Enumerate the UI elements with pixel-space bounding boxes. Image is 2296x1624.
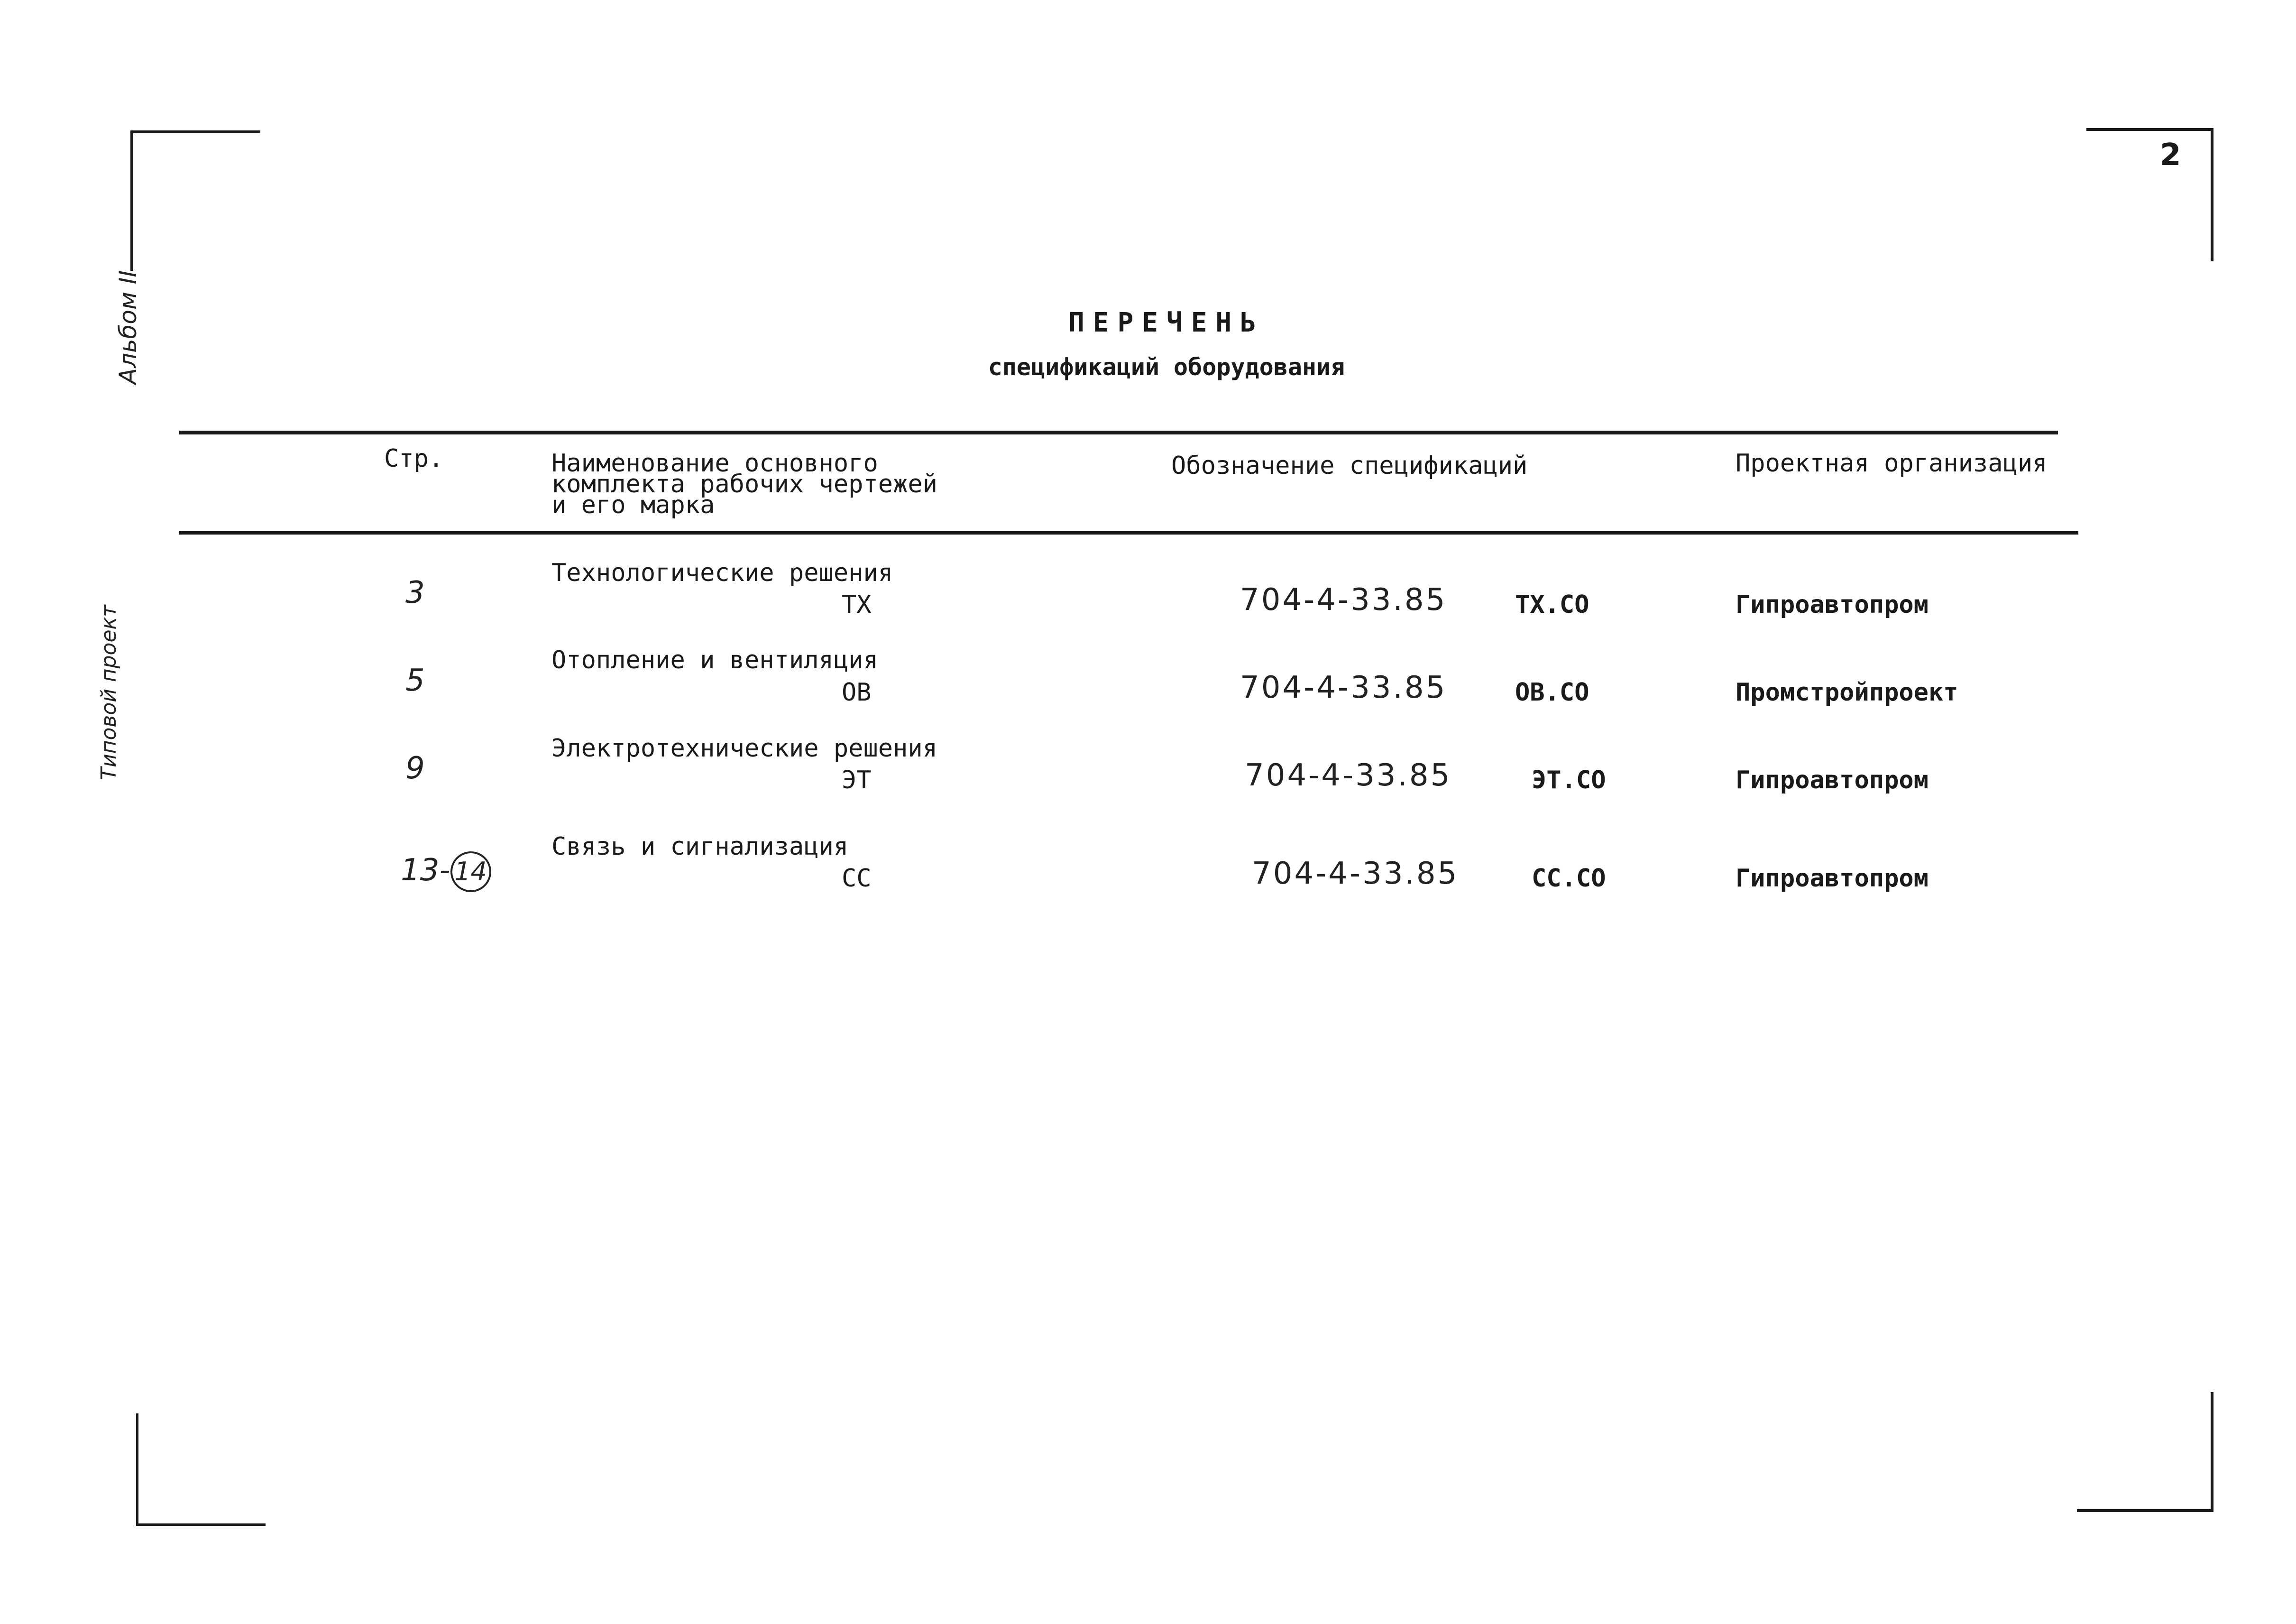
row-designation: 704-4-33.85 — [1240, 582, 1447, 618]
col-header-name-line2: комплекта рабочих чертежей — [551, 470, 937, 498]
row-designation: 704-4-33.85 — [1245, 758, 1452, 793]
row-mark: ЭТ — [842, 766, 872, 794]
col-header-name-line1: Наименование основного — [551, 449, 878, 478]
row-name: Технологические решения — [551, 559, 893, 587]
col-header-name-line3: и его марка — [551, 491, 715, 519]
row-page-circled: 14 — [450, 851, 491, 892]
frame-corner-top-left — [130, 130, 260, 271]
row-organization: Гипроавтопром — [1736, 591, 1929, 619]
row-page: 3 — [405, 575, 425, 610]
row-code: СС.СО — [1532, 864, 1606, 893]
row-designation: 704-4-33.85 — [1240, 670, 1447, 705]
row-page: 5 — [405, 663, 425, 698]
frame-corner-top-right — [2086, 128, 2213, 261]
table-top-rule — [179, 431, 2058, 434]
row-code: ЭТ.СО — [1532, 766, 1606, 794]
frame-corner-bottom-left — [136, 1413, 266, 1526]
row-code: ОВ.СО — [1515, 678, 1589, 707]
album-note: Альбом II — [114, 270, 142, 385]
row-organization: Гипроавтопром — [1736, 864, 1929, 893]
page-number: 2 — [2160, 138, 2181, 173]
row-mark: ТХ — [842, 591, 872, 619]
col-header-page: Стр. — [384, 444, 444, 473]
col-header-name — [551, 449, 937, 519]
row-page-prefix: 13- — [401, 853, 450, 888]
row-name: Электротехнические решения — [551, 734, 937, 763]
row-page — [401, 851, 491, 892]
document-title: ПЕРЕЧЕНЬ — [1068, 307, 1265, 338]
row-page: 9 — [405, 751, 425, 786]
project-note: Типовой проект — [97, 605, 121, 780]
row-organization: Промстройпроект — [1736, 678, 1958, 707]
row-mark: СС — [842, 864, 872, 893]
col-header-designation: Обозначение спецификаций — [1171, 452, 1528, 480]
row-designation: 704-4-33.85 — [1252, 856, 1459, 891]
row-name: Связь и сигнализация — [551, 832, 849, 861]
row-organization: Гипроавтопром — [1736, 766, 1929, 794]
row-name: Отопление и вентиляция — [551, 646, 878, 674]
frame-corner-bottom-right — [2077, 1392, 2213, 1512]
row-code: ТХ.СО — [1515, 591, 1589, 619]
table-header-rule — [179, 531, 2078, 535]
document-subtitle: спецификаций оборудования — [988, 353, 1345, 381]
col-header-organization: Проектная организация — [1736, 449, 2048, 478]
row-mark: ОВ — [842, 678, 872, 707]
